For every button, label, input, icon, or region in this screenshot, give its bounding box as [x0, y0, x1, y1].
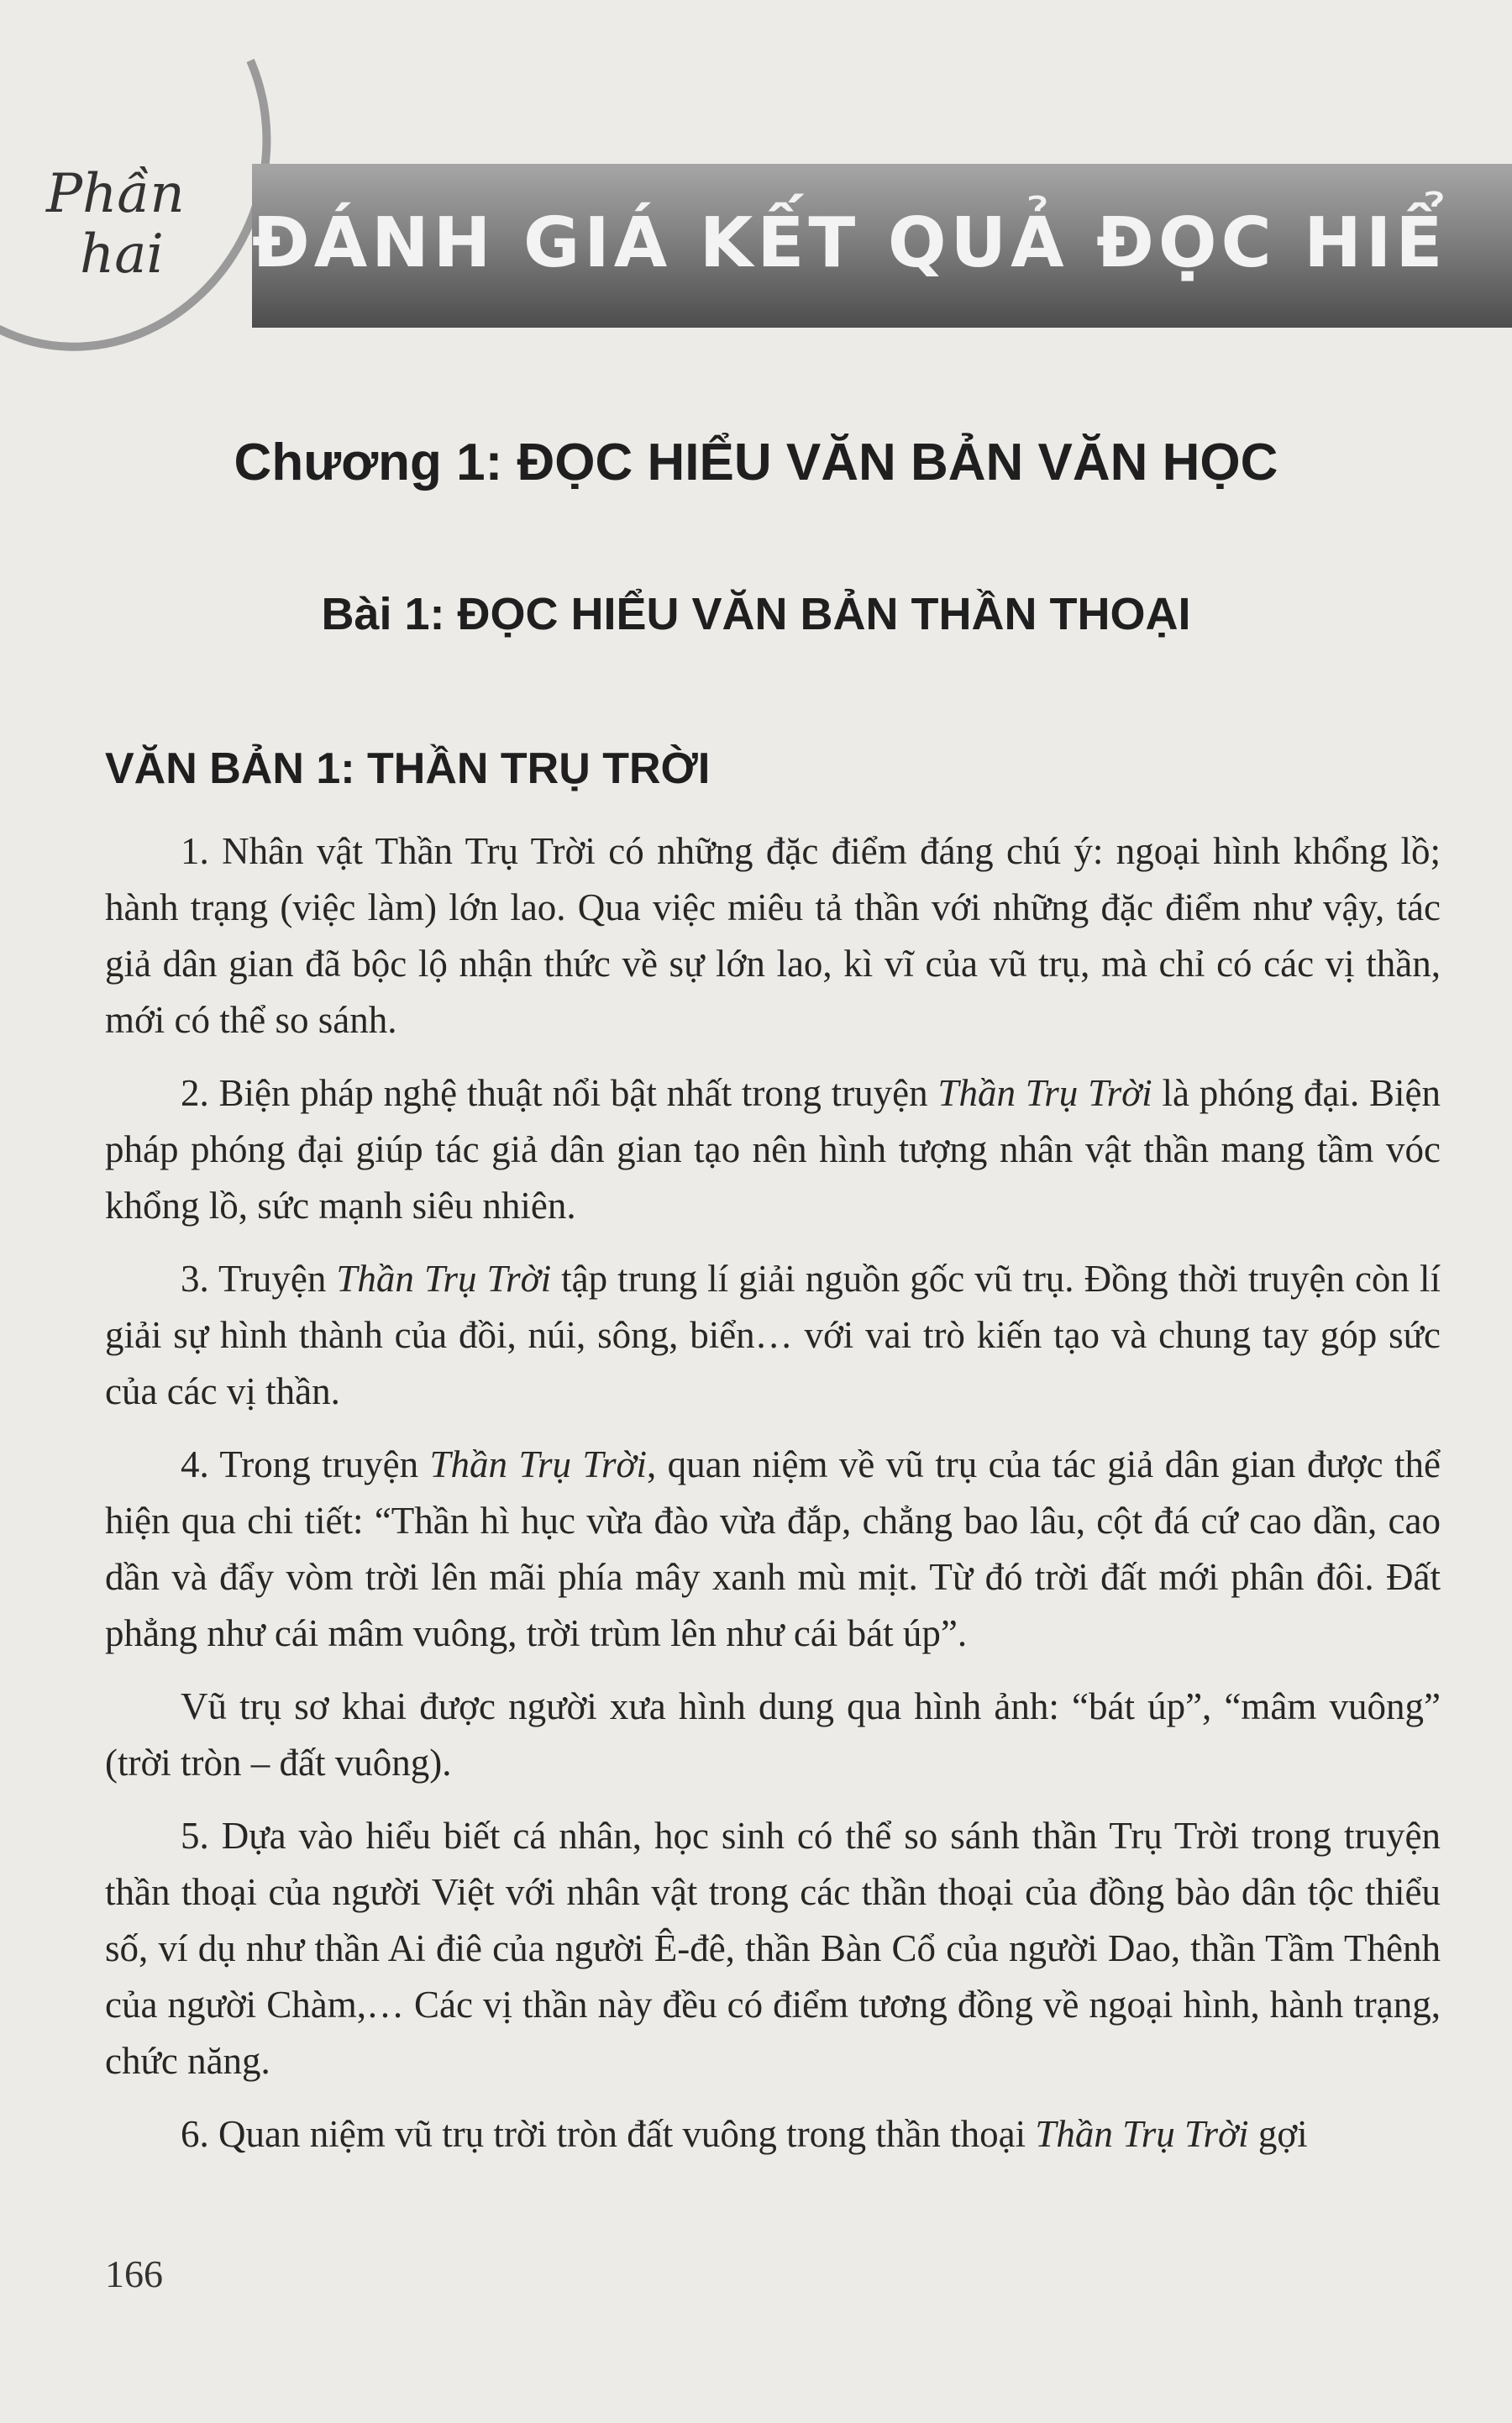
- paragraph-5: Vũ trụ sơ khai được người xưa hình dung qua hình ảnh: “bát úp”, “mâm vuông” (trời tròn – đất vuông).: [105, 1685, 1441, 1784]
- paragraph-1: 1. Nhân vật Thần Trụ Trời có những đặc điểm đáng chú ý: ngoại hình khổng lồ; hành trạng (việc làm) lớn lao. Qua việc miêu tả thần với những đặc điểm như vậy, tác giả dân gian đã bộc lộ nhận thức về sự lớn lao, kì vĩ của vũ trụ, mà chỉ có các vị thần, mới có thể so sánh.: [105, 830, 1441, 1041]
- paragraph-3-work-title: Thần Trụ Trời: [336, 1258, 552, 1300]
- paragraph-2-work-title: Thần Trụ Trời: [937, 1072, 1152, 1114]
- paragraph-3-text-a: 3. Truyện: [181, 1258, 337, 1300]
- body-text: [105, 823, 1441, 2179]
- paragraph-4: [105, 1437, 1441, 1662]
- paragraph-2-text-a: 2. Biện pháp nghệ thuật nổi bật nhất trong truyện: [181, 1072, 938, 1114]
- part-label: [46, 164, 185, 285]
- paragraph-7-work-title: Thần Trụ Trời: [1035, 2113, 1249, 2155]
- paragraph-6: 5. Dựa vào hiểu biết cá nhân, học sinh có thể so sánh thần Trụ Trời trong truyện thần thoại của người Việt với nhân vật trong các thần thoại của đồng bào dân tộc thiểu số, ví dụ như thần Ai điê của người Ê-đê, thần Bàn Cổ của người Dao, thần Tầm Thênh của người Chàm,… Các vị thần này đều có điểm tương đồng về ngoại hình, hành trạng, chức năng.: [105, 1815, 1441, 2082]
- paragraph-4-work-title: Thần Trụ Trời: [429, 1443, 647, 1485]
- lesson-title: Bài 1: ĐỌC HIỂU VĂN BẢN THẦN THOẠI: [321, 589, 1191, 639]
- paragraph-2-text-b: là phóng đại. Biện pháp phóng đại giúp tác giả dân gian tạo nên hình tượng nhân vật thần mang tầm vóc khổng lồ, sức mạnh siêu nhiên.: [105, 1072, 1441, 1227]
- chapter-title: Chương 1: ĐỌC HIỂU VĂN BẢN VĂN HỌC: [234, 434, 1278, 491]
- paragraph-4-text-b: , quan niệm về vũ trụ của tác giả dân gian được thể hiện qua chi tiết: “Thần hì hục vừa đào vừa đắp, chẳng bao lâu, cột đá cứ cao dần, cao dần và đẩy vòm trời lên mãi phía mây xanh mù mịt. Từ đó trời đất mới phân đôi. Đất phẳng như cái mâm vuông, trời trùm lên như cái bát úp”.: [105, 1443, 1441, 1654]
- part-label-line1: Phần: [46, 163, 185, 225]
- paragraph-3-text-b: tập trung lí giải nguồn gốc vũ trụ. Đồng thời truyện còn lí giải sự hình thành của đồi, núi, sông, biển… với vai trò kiến tạo và chung tay góp sức của các vị thần.: [105, 1258, 1441, 1412]
- part-label-line2: hai: [80, 223, 164, 286]
- paragraph-4-text-a: 4. Trong truyện: [181, 1443, 430, 1485]
- paragraph-7-text-b: gợi: [1248, 2113, 1308, 2155]
- section-title: VĂN BẢN 1: THẦN TRỤ TRỜI: [105, 744, 711, 793]
- page-number: 166: [105, 2252, 163, 2295]
- paragraph-7-text-a: 6. Quan niệm vũ trụ trời tròn đất vuông trong thần thoại: [181, 2113, 1036, 2155]
- paragraph-2: [105, 1065, 1441, 1234]
- paragraph-3: [105, 1251, 1441, 1420]
- paragraph-7: [105, 2106, 1441, 2163]
- header-title: ĐÁNH GIÁ KẾT QUẢ ĐỌC HIỂ: [252, 203, 1447, 283]
